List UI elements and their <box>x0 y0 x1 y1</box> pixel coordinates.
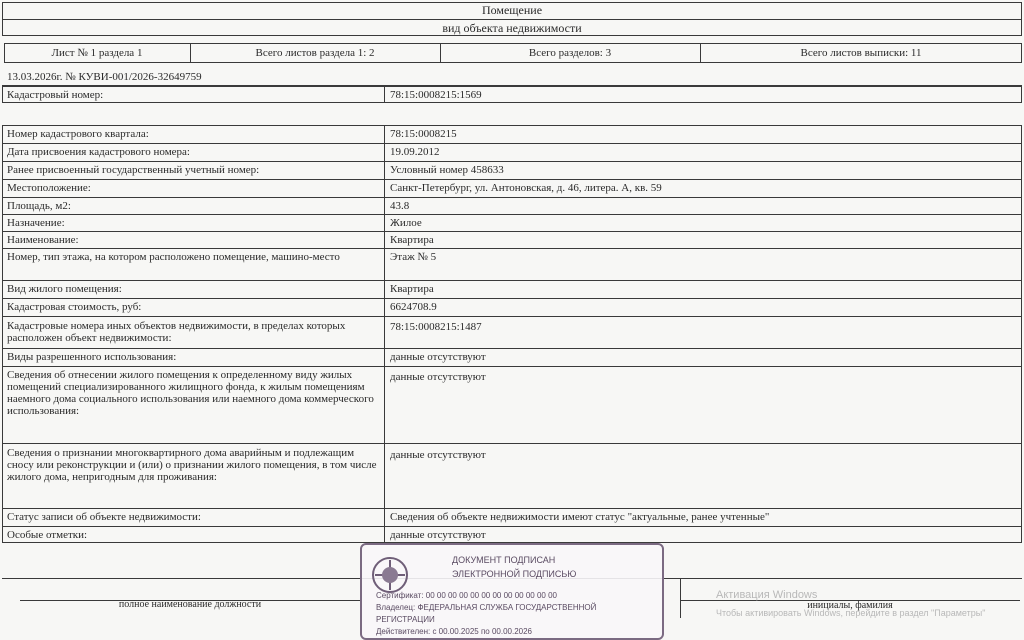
row-value: Жилое <box>390 217 422 229</box>
cadastral-divider <box>384 86 385 103</box>
stamp-line-3: Сертификат: 00 00 00 00 00 00 00 00 00 00 00 00 <box>376 591 557 600</box>
row-label: Номер кадастрового квартала: <box>7 128 149 140</box>
row-value: данные отсутствуют <box>390 449 486 461</box>
row-label: Номер, тип этажа, на котором расположено помещение, машино-место <box>7 251 340 263</box>
row-label: Статус записи об объекте недвижимости: <box>7 511 201 523</box>
cadastral-value: 78:15:0008215:1569 <box>390 89 482 101</box>
row-label: Особые отметки: <box>7 529 88 541</box>
extract-date-number: 13.03.2026г. № КУВИ-001/2026-32649759 <box>7 71 202 83</box>
sections-total: Всего разделов: 3 <box>528 47 612 59</box>
row-value: 6624708.9 <box>390 301 437 313</box>
row-label: Ранее присвоенный государственный учетный номер: <box>7 164 260 176</box>
row-label: Назначение: <box>7 217 65 229</box>
sheets-in-section: Всего листов раздела 1: 2 <box>255 47 375 59</box>
row-divider <box>2 248 1022 249</box>
row-label: Кадастровая стоимость, руб: <box>7 301 142 313</box>
row-value: 43.8 <box>390 200 410 212</box>
row-value: Квартира <box>390 283 434 295</box>
row-value: данные отсутствуют <box>390 351 486 363</box>
row-label: Вид жилого помещения: <box>7 283 122 295</box>
row-divider <box>2 179 1022 180</box>
row-label: Площадь, м2: <box>7 200 71 212</box>
row-value: данные отсутствуют <box>390 371 486 383</box>
stamp-line-6: Действителен: с 00.00.2025 по 00.00.2026 <box>376 627 532 636</box>
stamp-line-5: РЕГИСТРАЦИИ <box>376 615 435 624</box>
row-value: Этаж № 5 <box>390 251 437 263</box>
row-divider <box>2 161 1022 162</box>
row-divider <box>2 508 1022 509</box>
row-label: Наименование: <box>7 234 79 246</box>
row-divider <box>2 348 1022 349</box>
row-divider <box>2 143 1022 144</box>
row-value: Условный номер 458633 <box>390 164 504 176</box>
row-value: 78:15:0008215:1487 <box>390 321 482 333</box>
row-label: Дата присвоения кадастрового номера: <box>7 146 190 158</box>
stamp-line-4: Владелец: ФЕДЕРАЛЬНАЯ СЛУЖБА ГОСУДАРСТВЕННОЙ <box>376 603 597 612</box>
activation-watermark-title: Активация Windows <box>716 589 818 601</box>
row-label: Кадастровые номера иных объектов недвижимости, в пределах которых расположен объект недвижимости: <box>7 320 346 344</box>
row-divider <box>2 443 1022 444</box>
row-divider <box>2 298 1022 299</box>
row-divider <box>2 197 1022 198</box>
row-divider <box>2 214 1022 215</box>
activation-watermark-text: Чтобы активировать Windows, перейдите в раздел "Параметры" <box>716 608 986 618</box>
row-value: 78:15:0008215 <box>390 128 457 140</box>
row-value: данные отсутствуют <box>390 529 486 541</box>
row-divider <box>2 316 1022 317</box>
row-value: Квартира <box>390 234 434 246</box>
e-signature-stamp <box>360 543 664 640</box>
row-divider <box>2 280 1022 281</box>
cadastral-row <box>2 86 1022 103</box>
signature-right-divider <box>680 578 681 618</box>
stamp-line-1: ДОКУМЕНТ ПОДПИСАН <box>452 555 556 565</box>
row-label: Сведения об отнесении жилого помещения к определенному виду жилых помещений специализированного жилищного фонда, к жилым помещениям наемного дома социального использования или наемного дома коммерческого использования: <box>7 369 374 417</box>
initials-label: инициалы, фамилия <box>807 600 893 611</box>
stamp-line-2: ЭЛЕКТРОННОЙ ПОДПИСЬЮ <box>452 569 577 579</box>
header-divider <box>2 19 1022 20</box>
doc-title: Помещение <box>481 3 543 17</box>
row-value: Сведения об объекте недвижимости имеют статус "актуальные, ранее учтенные" <box>390 511 770 523</box>
cadastral-label: Кадастровый номер: <box>7 89 104 101</box>
row-divider <box>2 366 1022 367</box>
row-value: 19.09.2012 <box>390 146 440 158</box>
position-label: полное наименование должности <box>118 599 262 610</box>
row-label: Виды разрешенного использования: <box>7 351 177 363</box>
sheet-number: Лист № 1 раздела 1 <box>51 47 143 59</box>
row-value: Санкт-Петербург, ул. Антоновская, д. 46, литера. А, кв. 59 <box>390 182 662 194</box>
row-divider <box>2 231 1022 232</box>
row-label: Сведения о признании многоквартирного дома аварийным и подлежащим сносу или реконструкции и (или) о признании жилого помещения, в том числе жилого дома, непригодным для проживания: <box>7 447 377 483</box>
emblem-icon <box>370 555 410 595</box>
row-divider <box>2 526 1022 527</box>
doc-subtitle: вид объекта недвижимости <box>442 21 582 35</box>
main-table-divider <box>384 125 385 543</box>
row-label: Местоположение: <box>7 182 91 194</box>
sheets-total: Всего листов выписки: 11 <box>800 47 922 59</box>
